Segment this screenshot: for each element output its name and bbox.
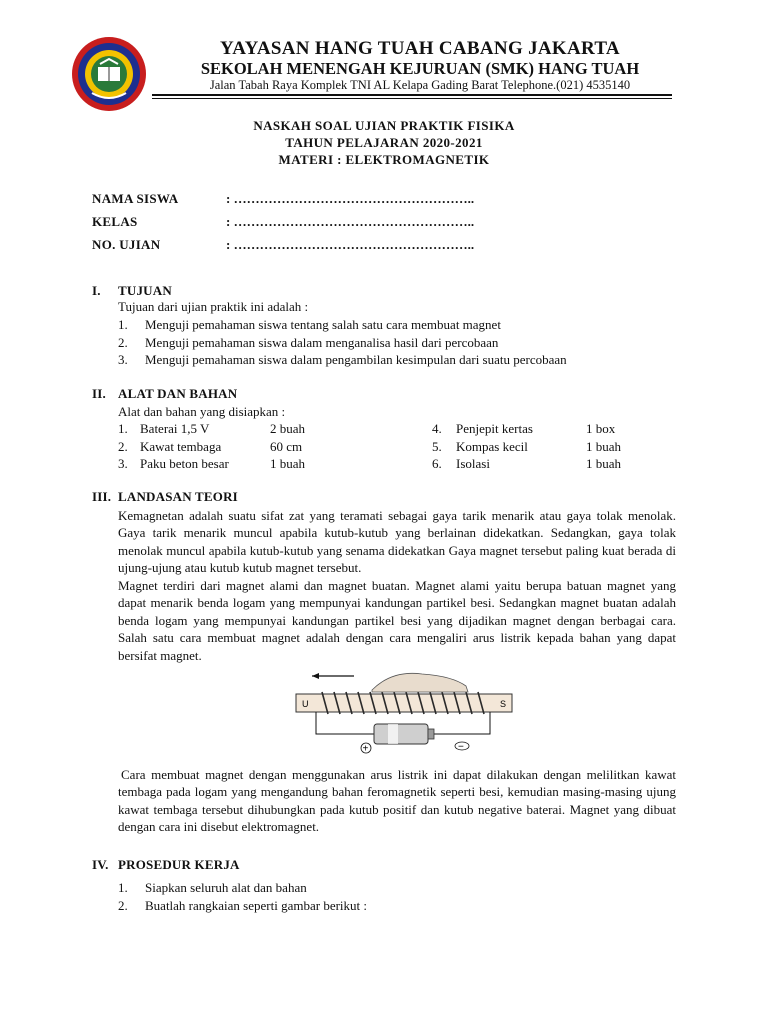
tujuan-intro: Tujuan dari ujian praktik ini adalah : — [118, 299, 309, 314]
section-title: PROSEDUR KERJA — [118, 857, 240, 872]
school-logo-icon — [70, 35, 148, 113]
section-number: IV. — [92, 857, 109, 872]
school-name: SEKOLAH MENENGAH KEJURUAN (SMK) HANG TUAH — [200, 59, 640, 78]
wire-left — [316, 712, 374, 734]
hand-illustration — [372, 673, 468, 692]
alat-intro: Alat dan bahan yang disiapkan : — [118, 404, 286, 419]
doc-title-line2: TAHUN PELAJARAN 2020-2021 — [285, 135, 483, 150]
alat-table — [118, 421, 678, 475]
item-number: 3. — [118, 456, 128, 471]
table-row — [118, 456, 678, 474]
pole-label-u: U — [302, 699, 309, 709]
item-qty: 1 box — [586, 421, 616, 436]
table-row — [118, 421, 678, 439]
section-title: TUJUAN — [118, 283, 172, 298]
nama-siswa-field: : ……………………………………………….. — [226, 191, 475, 206]
teori-paragraph-3 — [118, 766, 676, 836]
list-number: 2. — [118, 334, 128, 350]
item-qty: 2 buah — [270, 421, 306, 436]
doc-title-line1: NASKAH SOAL UJIAN PRAKTIK FISIKA — [253, 118, 515, 133]
tujuan-list — [118, 317, 678, 370]
kelas-field: : ……………………………………………….. — [226, 214, 475, 229]
item-number: 1. — [118, 421, 128, 436]
item-number: 2. — [118, 438, 128, 454]
item-name: Kompas kecil — [456, 438, 528, 454]
item-qty: 60 cm — [270, 438, 303, 454]
list-text: Menguji pemahaman siswa dalam menganalisa hasil dari percobaan — [145, 334, 499, 350]
foundation-name: YAYASAN HANG TUAH CABANG JAKARTA — [220, 38, 620, 59]
arrow-head — [312, 673, 319, 679]
doc-title-line3: MATERI : ELEKTROMAGNETIK — [278, 152, 490, 167]
item-number: 6. — [432, 456, 442, 471]
table-row — [118, 439, 678, 457]
list-item — [118, 898, 678, 916]
plus-sign: + — [362, 743, 369, 755]
list-item — [118, 880, 678, 898]
minus-sign: − — [458, 741, 464, 753]
list-item — [118, 352, 678, 370]
list-text: Menguji pemahaman siswa tentang salah satu cara membuat magnet — [145, 317, 501, 332]
item-qty: 1 buah — [586, 438, 622, 454]
section-title: LANDASAN TEORI — [118, 489, 238, 504]
section-number: III. — [92, 489, 112, 504]
item-number: 5. — [432, 438, 442, 454]
item-name: Baterai 1,5 V — [140, 421, 210, 436]
paragraph-text: Kemagnetan adalah suatu sifat zat yang teramati sebagai gaya tarik menarik atau gaya tolak menolak. Gaya tarik menarik muncul apabila kutub-kutub yang berlainan didekatkan. Sedangkan, gaya tolak menolak muncul apabila kutub-kutub yang senama didekatkan Gaya magnet tersebut paling kuat berada di ujung-ujung atau kutub kutub magnet tersebut. — [118, 508, 676, 576]
item-qty: 1 buah — [586, 456, 622, 471]
teori-paragraph-2 — [118, 577, 676, 664]
list-number: 2. — [118, 898, 128, 913]
section-title: ALAT DAN BAHAN — [118, 386, 238, 401]
prosedur-list — [118, 880, 678, 916]
wire-right — [434, 712, 490, 734]
item-qty: 1 buah — [270, 456, 306, 471]
item-name: Kawat tembaga — [140, 438, 222, 454]
item-number: 4. — [432, 421, 442, 436]
no-ujian-label: NO. UJIAN — [92, 237, 161, 252]
no-ujian-field: : ……………………………………………….. — [226, 237, 475, 252]
list-item — [118, 317, 678, 335]
list-text: Siapkan seluruh alat dan bahan — [145, 880, 307, 895]
battery-terminal — [428, 729, 434, 739]
item-name: Isolasi — [456, 456, 490, 471]
list-number: 1. — [118, 880, 128, 895]
electromagnet-diagram — [292, 666, 520, 762]
header-rule-thin — [152, 98, 672, 99]
nama-siswa-label: NAMA SISWA — [92, 191, 179, 206]
list-number: 1. — [118, 317, 128, 332]
item-name: Penjepit kertas — [456, 421, 533, 436]
list-number: 3. — [118, 352, 128, 367]
battery — [374, 724, 428, 744]
pole-label-s: S — [500, 699, 507, 709]
list-item — [118, 335, 678, 353]
section-number: I. — [92, 283, 101, 298]
paragraph-text: Cara membuat magnet dengan menggunakan arus listrik ini dapat dilakukan dengan melilitkan kawat tembaga pada logam yang mengandung bahan feromagnetik seperti besi, kemudian masing-masing ujung kawat tembaga tersebut dihubungkan pada kutub positif dan kutub negative baterai. Magnet yang dibuat dengan cara ini disebut elektromagnet. — [118, 767, 676, 835]
item-name: Paku beton besar — [140, 456, 229, 471]
kelas-label: KELAS — [92, 214, 138, 229]
list-text: Buatlah rangkaian seperti gambar berikut : — [145, 898, 368, 913]
list-text: Menguji pemahaman siswa dalam pengambilan kesimpulan dari suatu percobaan — [145, 352, 567, 367]
header-rule — [152, 94, 672, 96]
paragraph-text: Magnet terdiri dari magnet alami dan magnet buatan. Magnet alami yaitu berupa batuan magnet yang dapat menarik benda logam yang mempunyai kandungan partikel besi. Sedangkan magnet buatan adalah benda logam yang mempunyai kandungan partikel besi yang dijadikan magnet dengan berbagai cara. Salah satu cara membuat magnet adalah dengan cara mengaliri arus listrik kepada bahan yang dapat bersifat magnet. — [118, 578, 676, 663]
school-address: Jalan Tabah Raya Komplek TNI AL Kelapa Gading Barat Telephone.(021) 4535140 — [209, 78, 631, 92]
section-number: II. — [92, 386, 106, 401]
teori-paragraph-1 — [118, 507, 676, 577]
